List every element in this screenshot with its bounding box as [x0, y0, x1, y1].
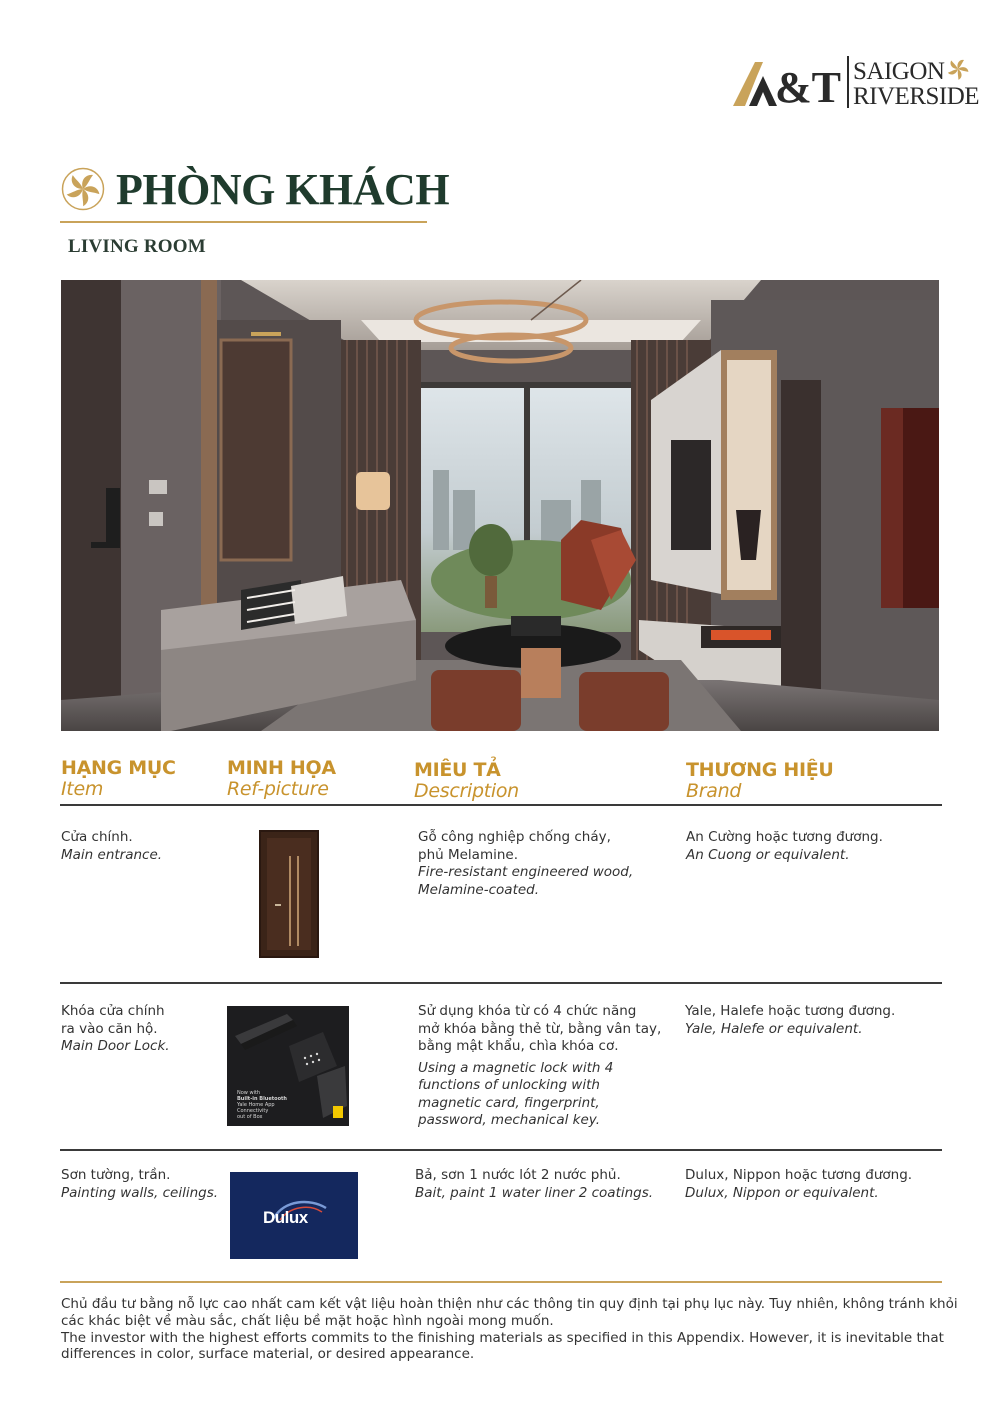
header-description-vi: MIÊU TẢ — [414, 759, 501, 781]
description-text: Gỗ công nghiệp chống cháy, — [418, 829, 611, 845]
item-text-en: Main Door Lock. — [61, 1038, 170, 1054]
header-description — [414, 761, 519, 801]
door-strip — [297, 856, 299, 946]
footer-line: Chủ đầu tư bằng nỗ lực cao nhất cam kết vật liệu hoàn thiện như các thông tin quy định tại phụ lục này. Tuy nhiên, không tránh khỏi — [61, 1296, 958, 1312]
lock-caption: Now with — [237, 1090, 261, 1096]
description-text-en: functions of unlocking with — [418, 1077, 600, 1093]
brand-text: Yale, Halefe hoặc tương đương. — [685, 1003, 896, 1019]
row-2-brand — [685, 1003, 895, 1038]
flower-icon — [61, 167, 105, 211]
brand-logo — [733, 56, 980, 110]
header-description-en: Description — [414, 780, 519, 802]
description-text-en: Using a magnetic lock with 4 — [418, 1059, 614, 1076]
footer-line: các khác biệt về màu sắc, chất liệu bề mặt hoặc hình ngoài mong muốn. — [61, 1312, 554, 1329]
door-handle — [275, 904, 281, 906]
row-3-item — [61, 1167, 218, 1202]
flower-icon — [945, 56, 971, 82]
title-divider — [60, 221, 427, 223]
row-3-description — [415, 1167, 653, 1202]
brand-text-en: An Cuong or equivalent. — [686, 846, 850, 863]
lock-caption: Yale Home App — [237, 1102, 275, 1108]
description-text: bằng mật khẩu, chìa khóa cơ. — [418, 1038, 619, 1054]
yale-badge-icon — [333, 1106, 343, 1118]
lock-caption: Built-in Bluetooth — [237, 1096, 287, 1102]
row-divider — [60, 982, 942, 984]
header-brand — [686, 761, 834, 801]
lock-caption: out of Box — [237, 1114, 263, 1120]
footer-line: The investor with the highest efforts commits to the finishing materials as specified in this Appendix. However, it is inevitable that — [61, 1329, 944, 1346]
header-ref-picture-vi: MINH HỌA — [227, 757, 336, 779]
footer-line: differences in color, surface material, or desired appearance. — [61, 1346, 475, 1363]
svg-text:&T: &T — [775, 63, 841, 106]
wooden-door-image — [259, 830, 319, 958]
header-item-vi: HẠNG MỤC — [61, 757, 176, 779]
item-text: ra vào căn hộ. — [61, 1020, 158, 1037]
at-logo-mark — [733, 62, 843, 106]
item-text-en: Painting walls, ceilings. — [61, 1184, 219, 1201]
logo-divider — [847, 56, 849, 108]
item-text-en: Main entrance. — [61, 846, 163, 863]
dulux-logo-image — [230, 1172, 358, 1259]
row-3-brand — [685, 1167, 912, 1202]
row-1-description — [418, 829, 633, 899]
page-title: PHÒNG KHÁCH — [116, 165, 450, 214]
description-text-en: password, mechanical key. — [418, 1112, 601, 1128]
brand-text: An Cường hoặc tương đương. — [686, 829, 883, 845]
description-text-en: Bait, paint 1 water liner 2 coatings. — [415, 1184, 654, 1201]
header-ref-picture — [227, 759, 336, 799]
row-2-description — [418, 1003, 661, 1130]
header-item-en: Item — [61, 778, 104, 800]
description-text: Bả, sơn 1 nước lót 2 nước phủ. — [415, 1167, 621, 1183]
description-text-en: Melamine-coated. — [418, 881, 540, 898]
brand-text-en: Dulux, Nippon or equivalent. — [685, 1184, 879, 1201]
item-text: Cửa chính. — [61, 829, 133, 845]
header-item — [61, 759, 176, 799]
description-text: phủ Melamine. — [418, 846, 519, 863]
logo-line-1: SAIGON — [853, 58, 945, 85]
header-brand-vi: THƯƠNG HIỆU — [686, 759, 834, 781]
brand-text: Dulux, Nippon hoặc tương đương. — [685, 1167, 913, 1183]
item-text: Sơn tường, trần. — [61, 1167, 171, 1183]
footer-disclaimer — [61, 1296, 958, 1363]
door-strip — [289, 856, 291, 946]
item-text: Khóa cửa chính — [61, 1003, 165, 1019]
description-text: Sử dụng khóa từ có 4 chức năng — [418, 1003, 637, 1019]
smart-lock-image — [227, 1006, 349, 1126]
dulux-wordmark: Dulux — [263, 1208, 308, 1227]
header-divider — [60, 804, 942, 806]
row-1-brand — [686, 829, 883, 864]
lock-caption: Connectivity — [237, 1108, 269, 1114]
footer-divider — [60, 1281, 942, 1283]
page-subtitle: LIVING ROOM — [68, 236, 206, 257]
header-brand-en: Brand — [686, 780, 742, 802]
logo-line-2: RIVERSIDE — [853, 83, 980, 110]
door-panel — [267, 838, 311, 950]
description-text-en: magnetic card, fingerprint, — [418, 1094, 600, 1111]
row-2-item — [61, 1003, 170, 1056]
row-divider — [60, 1149, 942, 1151]
brand-text-en: Yale, Halefe or equivalent. — [685, 1020, 863, 1037]
living-room-photo — [61, 280, 939, 731]
header-ref-picture-en: Ref-picture — [227, 778, 329, 800]
description-text: mở khóa bằng thẻ từ, bằng vân tay, — [418, 1020, 662, 1037]
row-1-item — [61, 829, 162, 864]
description-text-en: Fire-resistant engineered wood, — [418, 864, 634, 880]
